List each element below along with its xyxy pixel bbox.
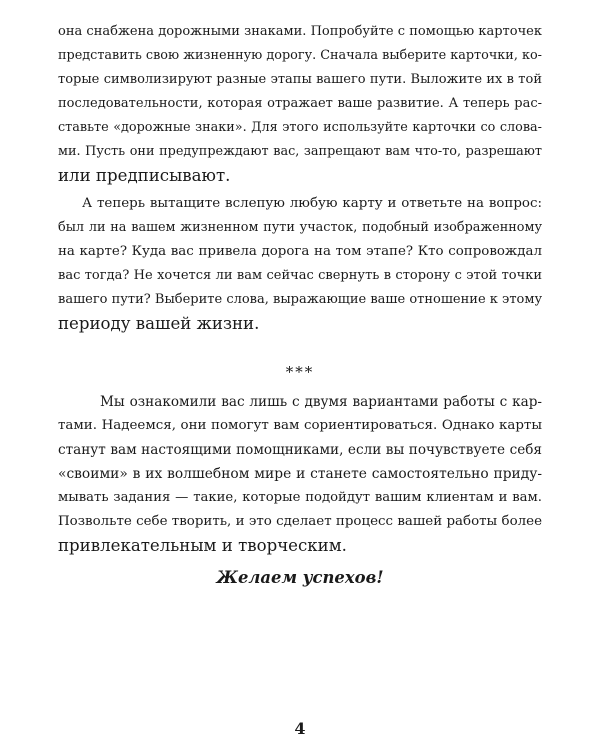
text-line: периоду вашей жизни.	[58, 314, 260, 333]
text-line: ставьте «дорожные знаки». Для этого используйте карточки со слова-	[58, 120, 542, 135]
text-line: вас тогда? Не хочется ли вам сейчас свернуть в сторону с этой точки	[58, 268, 542, 283]
paragraph-3	[58, 390, 542, 558]
text-line: или предписывают.	[58, 166, 231, 185]
text-line: Позвольте себе творить, и это сделает процесс вашей работы более	[58, 514, 542, 529]
closing-wish: Желаем успехов!	[216, 568, 384, 587]
text-line: Мы ознакомили вас лишь с двумя вариантами работы с кар-	[100, 394, 542, 410]
text-line: последовательности, которая отражает ваше развитие. А теперь рас-	[58, 96, 542, 111]
text-line: на карте? Куда вас привела дорога на том этапе? Кто сопровождал	[58, 244, 542, 259]
paragraph-2	[58, 192, 542, 336]
text-line: мывать задания — такие, которые подойдут вашим клиентам и вам.	[58, 490, 542, 505]
text-line: вашего пути? Выберите слова, выражающие ваше отношение к этому	[58, 292, 543, 307]
text-line: тами. Надеемся, они помогут вам сориентироваться. Однако карты	[58, 418, 542, 433]
text-line: «своими» в их волшебном мире и станете самостоятельно приду-	[58, 466, 542, 482]
section-separator: ***	[285, 363, 315, 381]
text-line: был ли на вашем жизненном пути участок, подобный изображенному	[58, 220, 542, 235]
text-line: она снабжена дорожными знаками. Попробуйте с помощью карточек	[58, 24, 542, 39]
page-body	[58, 20, 542, 590]
text-line: привлекательным и творческим.	[58, 536, 347, 555]
text-line: представить свою жизненную дорогу. Сначала выберите карточки, ко-	[58, 48, 542, 63]
text-line: торые символизируют разные этапы вашего пути. Выложите их в той	[58, 72, 542, 87]
text-line: А теперь вытащите вслепую любую карту и ответьте на вопрос:	[82, 196, 542, 211]
page-number: 4	[294, 719, 306, 738]
paragraph-1	[58, 20, 542, 188]
text-line: ми. Пусть они предупреждают вас, запрещают вам что-то, разрешают	[58, 144, 542, 159]
text-line: станут вам настоящими помощниками, если вы почувствуете себя	[58, 442, 542, 458]
